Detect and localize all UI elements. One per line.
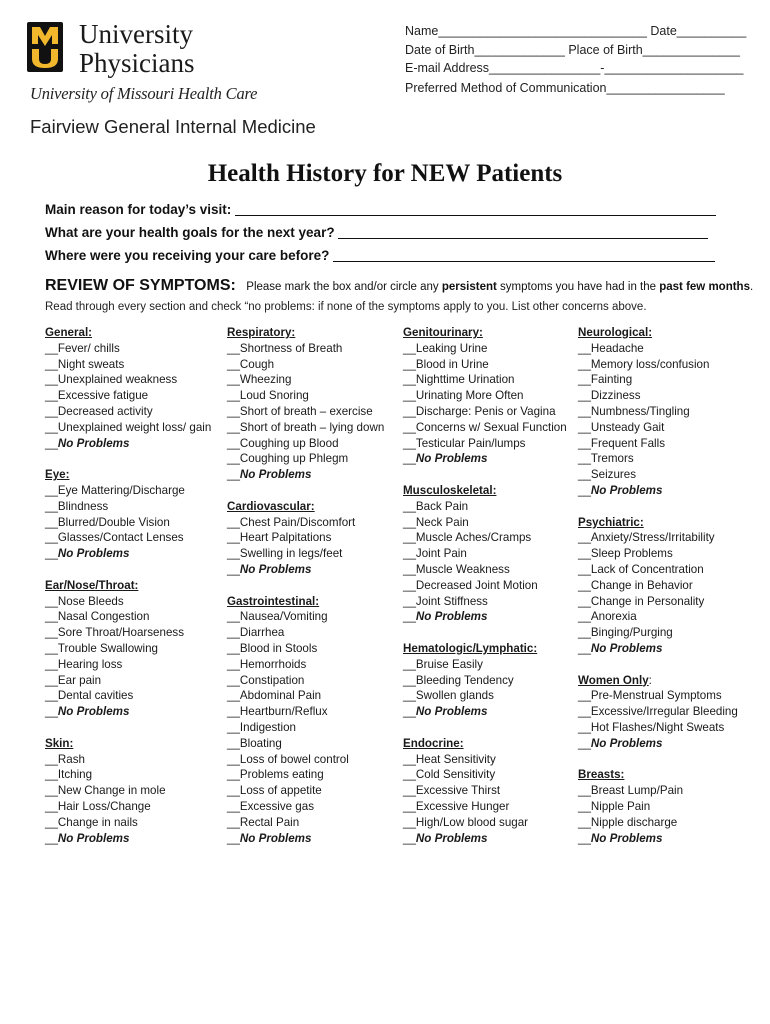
symptom-checkbox-item[interactable]: __Change in Personality <box>578 594 705 608</box>
symptom-checkbox-item[interactable]: __Neck Pain <box>403 515 469 529</box>
ros-instructions: Please mark the box and/or circle any persistent symptoms you have had in the past few months. <box>246 281 754 293</box>
symptom-checkbox-item[interactable]: __Ear pain <box>45 673 102 687</box>
symptom-checkbox-item[interactable]: __Pre-Menstrual Symptoms <box>578 689 722 703</box>
section-heading: Psychiatric: <box>578 515 644 529</box>
no-problems-checkbox[interactable]: __No Problems <box>45 547 130 561</box>
symptom-checkbox-item[interactable]: __Bruise Easily <box>403 657 483 671</box>
symptom-checkbox-item[interactable]: __Excessive/Irregular Bleeding <box>578 705 738 719</box>
symptom-checkbox-item[interactable]: __Hemorrhoids <box>227 657 307 671</box>
health-goals-line[interactable] <box>338 225 708 239</box>
spacer <box>45 562 211 578</box>
no-problems-checkbox[interactable]: __No Problems <box>578 736 663 750</box>
form-title: Health History for NEW Patients <box>207 160 563 187</box>
section-heading: Endocrine: <box>403 736 464 750</box>
no-problems-checkbox[interactable]: __No Problems <box>227 468 312 482</box>
spacer <box>578 657 738 673</box>
symptom-checkbox-item[interactable]: __Unexplained weight loss/ gain <box>45 420 212 434</box>
read-through-note: Read through every section and check “no problems: if none of the symptoms apply to you. List other concerns above. <box>45 301 647 313</box>
no-problems-checkbox[interactable]: __No Problems <box>45 831 130 845</box>
spacer <box>578 499 738 515</box>
no-problems-checkbox[interactable]: __No Problems <box>45 436 130 450</box>
symptom-checkbox-item[interactable]: __Nighttime Urination <box>403 373 515 387</box>
symptom-checkbox-item[interactable]: __Dental cavities <box>45 689 134 703</box>
symptom-checkbox-item[interactable]: __Itching <box>45 768 93 782</box>
symptom-checkbox-item[interactable]: __Blood in Stools <box>227 641 318 655</box>
symptom-checkbox-item[interactable]: __Rash <box>45 752 85 766</box>
spacer <box>45 451 211 467</box>
symptom-checkbox-item[interactable]: __Problems eating <box>227 768 324 782</box>
section-heading: Hematologic/Lymphatic: <box>403 641 538 655</box>
no-problems-checkbox[interactable]: __No Problems <box>403 452 488 466</box>
symptom-checkbox-item[interactable]: __Sleep Problems <box>578 547 673 561</box>
symptom-checkbox-item[interactable]: __Shortness of Breath <box>227 341 343 355</box>
symptom-checkbox-item[interactable]: __Bleeding Tendency <box>403 673 514 687</box>
symptom-checkbox-item[interactable]: __Decreased Joint Motion <box>403 578 538 592</box>
symptom-checkbox-item[interactable]: __Fainting <box>578 373 633 387</box>
visit-reason-line[interactable] <box>235 202 716 216</box>
section-heading: Cardiovascular: <box>227 499 315 513</box>
no-problems-checkbox[interactable]: __No Problems <box>227 562 312 576</box>
symptom-checkbox-item[interactable]: __Coughing up Phlegm <box>227 452 349 466</box>
symptom-checkbox-item[interactable]: __Back Pain <box>403 499 469 513</box>
symptom-checkbox-item[interactable]: __Fever/ chills <box>45 341 120 355</box>
section-heading: Women Only: <box>578 673 652 687</box>
no-problems-checkbox[interactable]: __No Problems <box>578 483 663 497</box>
symptom-checkbox-item[interactable]: __Excessive Thirst <box>403 784 501 798</box>
symptom-checkbox-item[interactable]: __Concerns w/ Sexual Function <box>403 420 567 434</box>
symptom-checkbox-item[interactable]: __Blindness <box>45 499 109 513</box>
symptom-checkbox-item[interactable]: __Short of breath – lying down <box>227 420 385 434</box>
section-heading: Genitourinary: <box>403 326 483 339</box>
symptom-checkbox-item[interactable]: __Excessive gas <box>227 799 314 813</box>
symptom-checkbox-item[interactable]: __Indigestion <box>227 720 296 734</box>
symptom-checkbox-item[interactable]: __Dizziness <box>578 389 641 403</box>
symptom-checkbox-item[interactable]: __Unexplained weakness <box>45 373 178 387</box>
symptom-checkbox-item[interactable]: __Change in Behavior <box>578 578 693 592</box>
symptom-checkbox-item[interactable]: __Frequent Falls <box>578 436 665 450</box>
symptom-checkbox-item[interactable]: __Nose Bleeds <box>45 594 124 608</box>
patient-info-block <box>405 22 746 97</box>
symptom-checkbox-item[interactable]: __Excessive Hunger <box>403 799 510 813</box>
symptom-checkbox-item[interactable]: __Swollen glands <box>403 689 494 703</box>
symptom-checkbox-item[interactable]: __Change in nails <box>45 815 138 829</box>
symptom-checkbox-item[interactable]: __Decreased activity <box>45 404 153 418</box>
symptom-checkbox-item[interactable]: __Anxiety/Stress/Irritability <box>578 531 715 545</box>
symptom-checkbox-item[interactable]: __Headache <box>578 341 644 355</box>
symptom-column-1 <box>45 325 211 846</box>
symptom-column-4 <box>578 325 738 846</box>
prior-care-line[interactable] <box>333 248 715 262</box>
symptom-checkbox-item[interactable]: __Loss of bowel control <box>227 752 349 766</box>
symptom-checkbox-item[interactable]: __Nipple discharge <box>578 815 678 829</box>
symptom-checkbox-item[interactable]: __Nasal Congestion <box>45 610 150 624</box>
prior-care-label: Where were you receiving your care before? <box>45 248 330 263</box>
no-problems-checkbox[interactable]: __No Problems <box>227 831 312 845</box>
section-heading: Gastrointestinal: <box>227 594 320 608</box>
health-goals-label: What are your health goals for the next year? <box>45 225 335 240</box>
symptom-checkbox-item[interactable]: __Nausea/Vomiting <box>227 610 328 624</box>
review-of-symptoms <box>45 277 753 295</box>
spacer <box>45 720 211 736</box>
symptom-checkbox-item[interactable]: __Coughing up Blood <box>227 436 339 450</box>
communication-field[interactable]: Preferred Method of Communication_________________ <box>405 80 725 95</box>
symptom-checkbox-item[interactable]: __Bloating <box>227 736 282 750</box>
symptom-checkbox-item[interactable]: __Hair Loss/Change <box>45 799 151 813</box>
mu-logo <box>27 22 63 72</box>
section-heading: Ear/Nose/Throat: <box>45 578 139 592</box>
no-problems-checkbox[interactable]: __No Problems <box>578 831 663 845</box>
dob-place-field[interactable]: Date of Birth_____________ Place of Birth______________ <box>405 42 740 57</box>
symptom-checkbox-item[interactable]: __Glasses/Contact Lenses <box>45 531 184 545</box>
symptom-checkbox-item[interactable]: __Cold Sensitivity <box>403 768 496 782</box>
symptom-checkbox-item[interactable]: __Hearing loss <box>45 657 123 671</box>
symptom-checkbox-item[interactable]: __Seizures <box>578 468 637 482</box>
spacer <box>227 578 384 594</box>
no-problems-checkbox[interactable]: __No Problems <box>578 641 663 655</box>
spacer <box>227 483 384 499</box>
symptom-checkbox-item[interactable]: __Diarrhea <box>227 626 285 640</box>
ros-heading: REVIEW OF SYMPTOMS: <box>45 277 236 294</box>
symptom-checkbox-item[interactable]: __Muscle Aches/Cramps <box>403 531 532 545</box>
prior-care-question <box>45 248 715 263</box>
clinic-name: Fairview General Internal Medicine <box>30 116 316 137</box>
symptom-checkbox-item[interactable]: __Leaking Urine <box>403 341 488 355</box>
symptom-checkbox-item[interactable]: __Breast Lump/Pain <box>578 784 684 798</box>
section-heading: Respiratory: <box>227 326 296 339</box>
section-heading: Neurological: <box>578 326 653 339</box>
symptom-checkbox-item[interactable]: __Blood in Urine <box>403 357 489 371</box>
section-heading: Musculoskeletal: <box>403 483 497 497</box>
email-field[interactable]: E-mail Address________________-____________________ <box>405 61 744 75</box>
symptom-checkbox-item[interactable]: __Night sweats <box>45 357 125 371</box>
section-heading: Breasts: <box>578 768 625 782</box>
org-name-line2: Physicians <box>79 48 195 78</box>
symptom-checkbox-item[interactable]: __Loud Snoring <box>227 389 309 403</box>
symptom-checkbox-item[interactable]: __Joint Pain <box>403 547 467 561</box>
no-problems-checkbox[interactable]: __No Problems <box>45 705 130 719</box>
no-problems-checkbox[interactable]: __No Problems <box>403 705 488 719</box>
symptom-checkbox-item[interactable]: __Urinating More Often <box>403 389 524 403</box>
symptom-checkbox-item[interactable]: __Excessive fatigue <box>45 389 149 403</box>
spacer <box>403 720 567 736</box>
section-heading: Eye: <box>45 468 70 482</box>
symptom-checkbox-item[interactable]: __Numbness/Tingling <box>578 404 690 418</box>
symptom-checkbox-item[interactable]: __Lack of Concentration <box>578 562 704 576</box>
symptom-checkbox-item[interactable]: __Short of breath – exercise <box>227 404 373 418</box>
symptom-column-3 <box>403 325 567 846</box>
symptom-checkbox-item[interactable]: __Swelling in legs/feet <box>227 547 343 561</box>
symptom-checkbox-item[interactable]: __Hot Flashes/Night Sweats <box>578 720 725 734</box>
name-date-field[interactable]: Name______________________________ Date__________ <box>405 24 747 38</box>
symptom-checkbox-item[interactable]: __Loss of appetite <box>227 784 322 798</box>
symptom-checkbox-item[interactable]: __Chest Pain/Discomfort <box>227 515 356 529</box>
symptom-checkbox-item[interactable]: __Muscle Weakness <box>403 562 510 576</box>
symptom-checkbox-item[interactable]: __Anorexia <box>578 610 637 624</box>
symptom-checkbox-item[interactable]: __Unsteady Gait <box>578 420 665 434</box>
symptom-checkbox-item[interactable]: __Discharge: Penis or Vagina <box>403 404 556 418</box>
symptom-checkbox-item[interactable]: __Rectal Pain <box>227 815 300 829</box>
no-problems-checkbox[interactable]: __No Problems <box>403 831 488 845</box>
symptom-checkbox-item[interactable]: __Testicular Pain/lumps <box>403 436 526 450</box>
symptom-checkbox-item[interactable]: __Heartburn/Reflux <box>227 705 328 719</box>
symptom-checkbox-item[interactable]: __Joint Stiffness <box>403 594 488 608</box>
symptom-checkbox-item[interactable]: __High/Low blood sugar <box>403 815 529 829</box>
spacer <box>403 467 567 483</box>
spacer <box>403 625 567 641</box>
visit-reason-question <box>45 202 716 217</box>
section-heading: General: <box>45 326 93 339</box>
symptom-checkbox-item[interactable]: __Memory loss/confusion <box>578 357 710 371</box>
symptom-checkbox-item[interactable]: __Binging/Purging <box>578 626 673 640</box>
symptom-checkbox-item[interactable]: __New Change in mole <box>45 784 166 798</box>
health-goals-question <box>45 225 708 240</box>
visit-reason-label: Main reason for today’s visit: <box>45 202 232 217</box>
symptom-checkbox-item[interactable]: __Wheezing <box>227 373 292 387</box>
symptom-checkbox-item[interactable]: __Nipple Pain <box>578 799 651 813</box>
org-tagline: University of Missouri Health Care <box>30 84 258 103</box>
symptom-checkbox-item[interactable]: __Sore Throat/Hoarseness <box>45 626 184 640</box>
symptom-checkbox-item[interactable]: __Cough <box>227 357 275 371</box>
org-name-line1: University <box>79 19 193 49</box>
section-heading: Skin: <box>45 736 74 750</box>
symptom-checkbox-item[interactable]: __Eye Mattering/Discharge <box>45 483 185 497</box>
symptom-checkbox-item[interactable]: __Abdominal Pain <box>227 689 322 703</box>
no-problems-checkbox[interactable]: __No Problems <box>403 610 488 624</box>
symptom-checkbox-item[interactable]: __Constipation <box>227 673 305 687</box>
org-name <box>79 20 195 78</box>
symptom-checkbox-item[interactable]: __Heart Palpitations <box>227 531 332 545</box>
symptom-checkbox-item[interactable]: __Blurred/Double Vision <box>45 515 170 529</box>
symptom-checkbox-item[interactable]: __Heat Sensitivity <box>403 752 496 766</box>
symptom-checkbox-item[interactable]: __Tremors <box>578 452 634 466</box>
symptom-column-2 <box>227 325 384 846</box>
spacer <box>578 752 738 768</box>
symptom-checkbox-item[interactable]: __Trouble Swallowing <box>45 641 158 655</box>
